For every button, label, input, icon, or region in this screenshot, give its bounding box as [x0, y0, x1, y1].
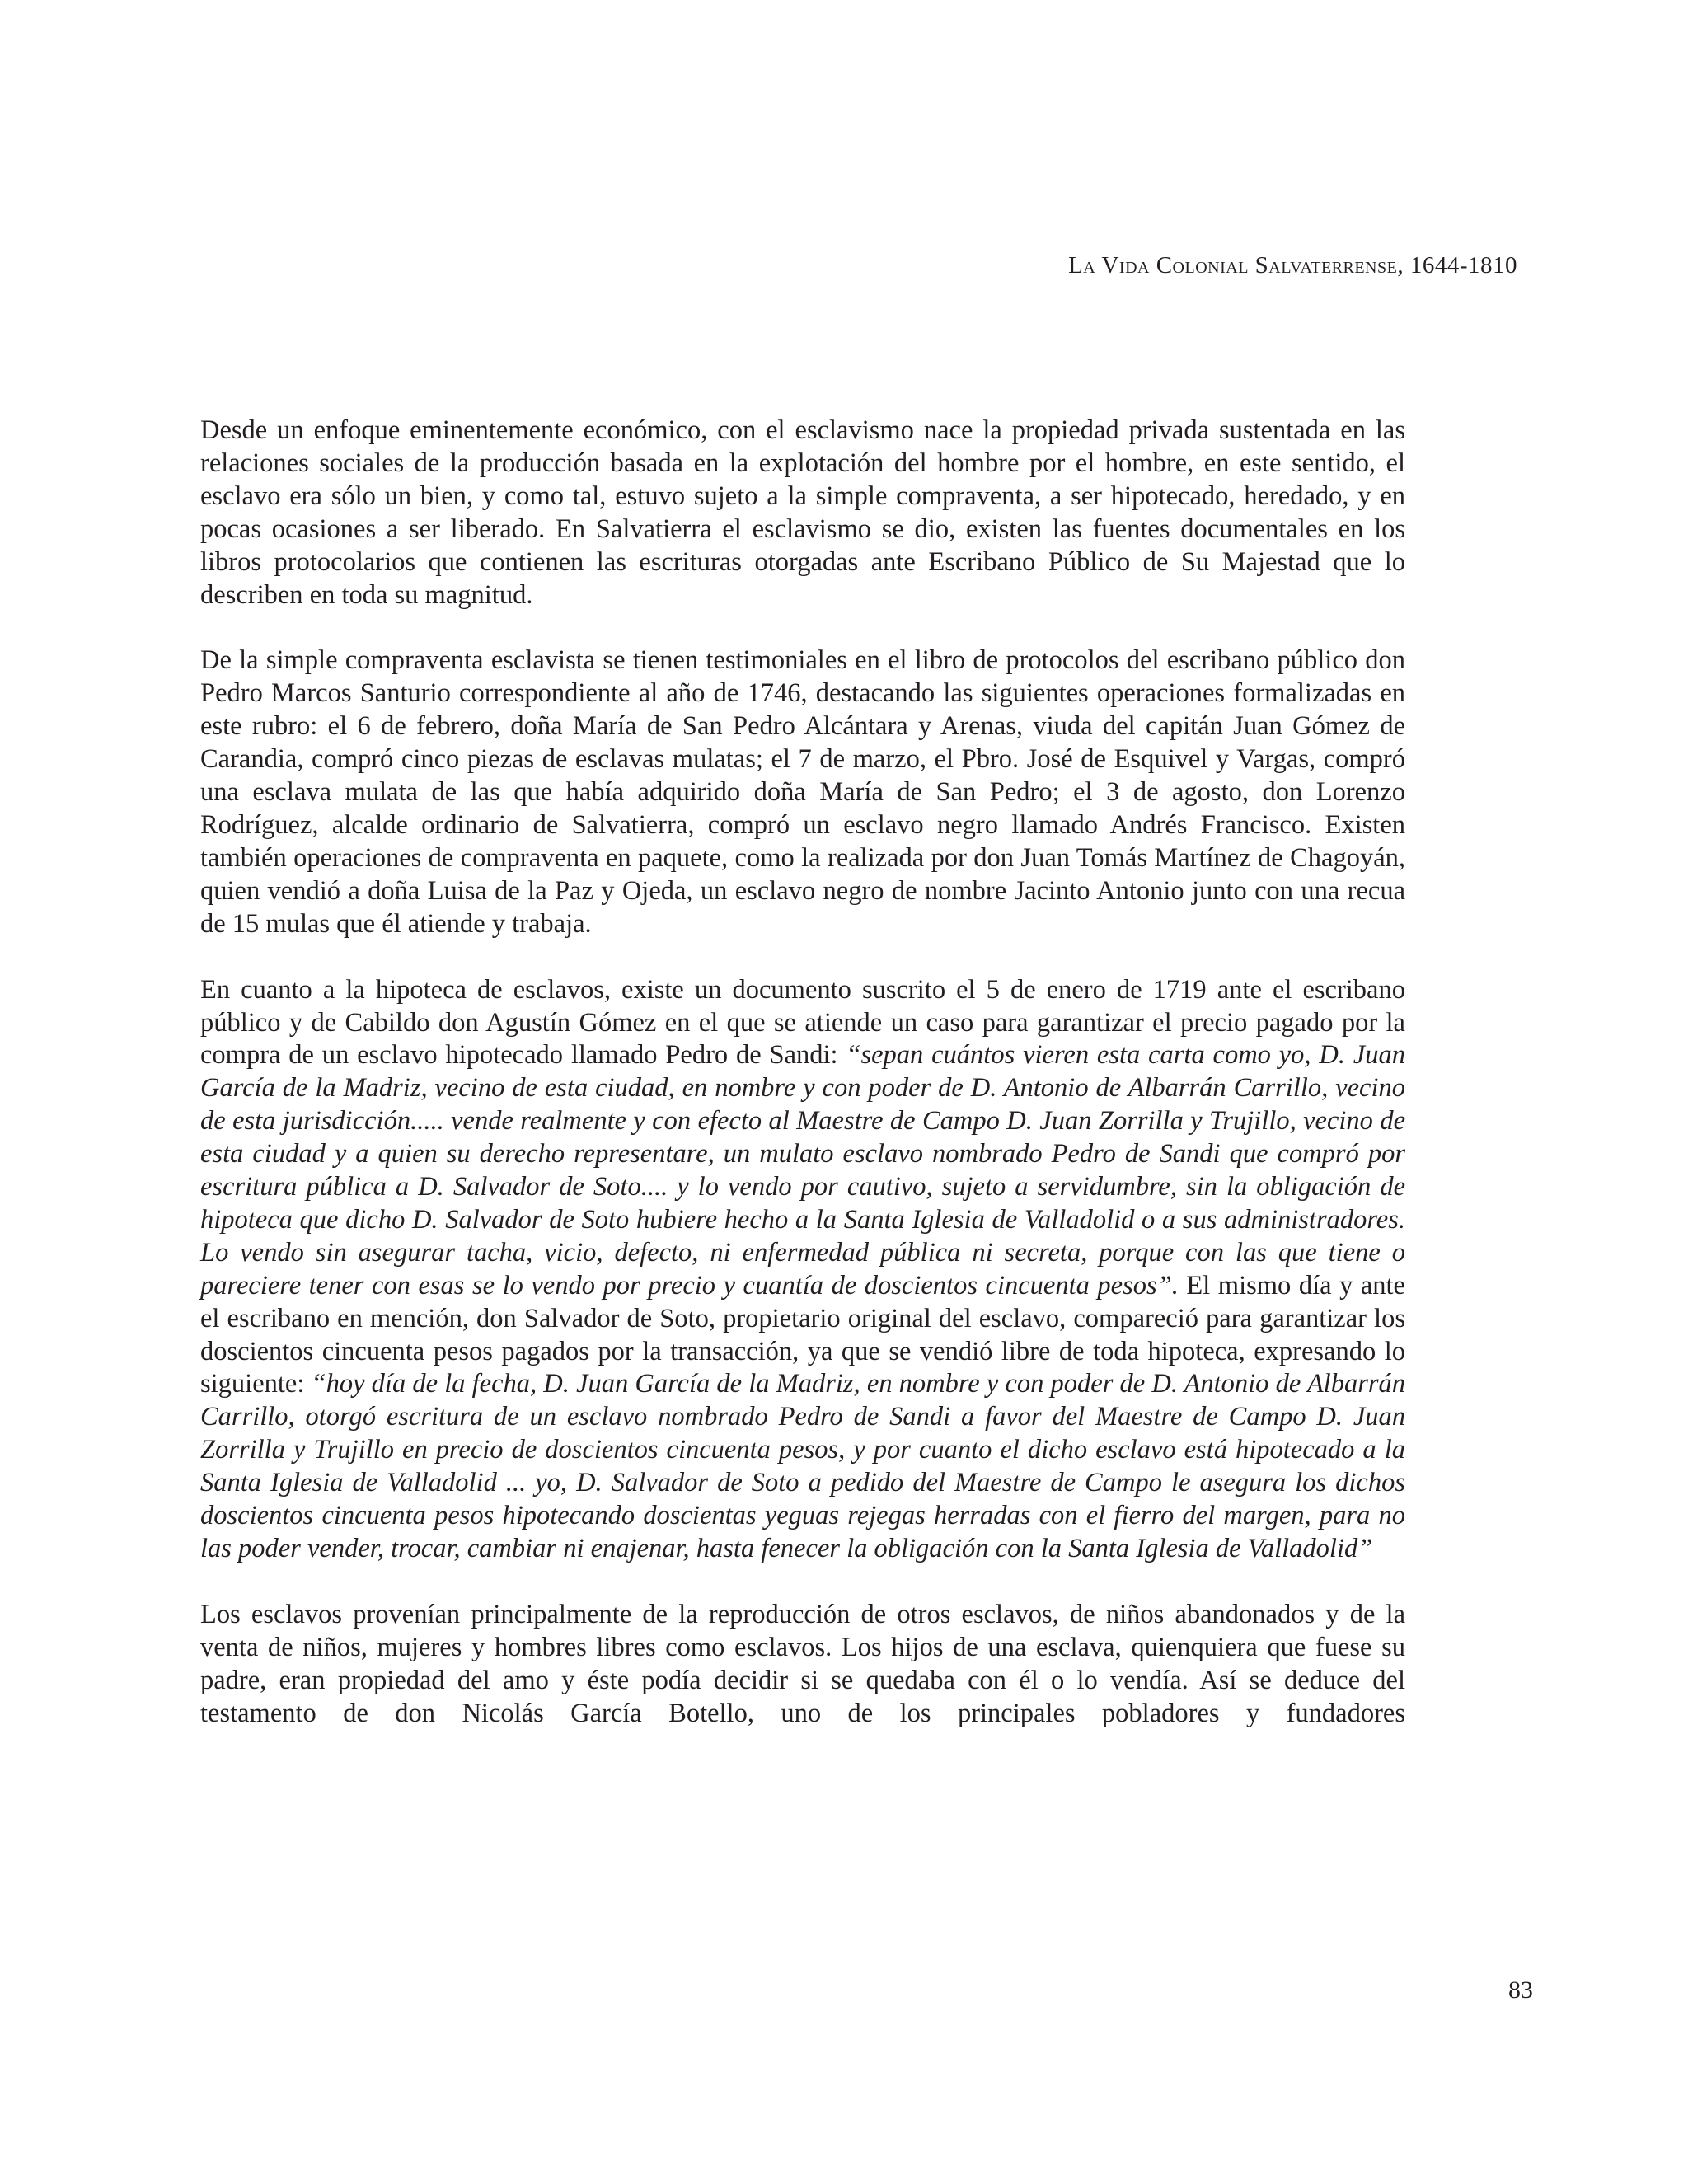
page-number: 83	[1508, 1976, 1533, 2004]
paragraph-2: De la simple compraventa esclavista se tienen testimoniales en el libro de protocolos del escribano público don Pedro Marcos Santurio correspondiente al año de 1746, destacando las siguientes operaciones formalizadas en este rubro: el 6 de febrero, doña María de San Pedro Alcántara y Arenas, viuda del capitán Juan Gómez de Carandia, compró cinco piezas de esclavas mulatas; el 7 de marzo, el Pbro. José de Esquivel y Vargas, compró una esclava mulata de las que había adquirido doña María de San Pedro; el 3 de agosto, don Lorenzo Rodríguez, alcalde ordinario de Salvatierra, compró un esclavo negro llamado Andrés Francisco. Existen también operaciones de compraventa en paquete, como la realizada por don Juan Tomás Martínez de Chagoyán, quien vendió a doña Luisa de la Paz y Ojeda, un esclavo negro de nombre Jacinto Antonio junto con una recua de 15 mulas que él atiende y trabaja.	[200, 645, 1405, 939]
quotation-guarantee: “hoy día de la fecha, D. Juan García de la Madriz, en nombre y con poder de D. Antonio de Albarrán Carrillo, otorgó escritura de un esclavo nombrado Pedro de Sandi a favor del Maestre de Campo D. Juan Zorrilla y Trujillo en precio de doscientos cincuenta pesos, y por cuanto el dicho esclavo está hipotecado a la Santa Iglesia de Valladolid ... yo, D. Salvador de Soto a pedido del Maestre de Campo le asegura los dichos doscientos cincuenta pesos hipotecando doscientas yeguas rejegas herradas con el fierro del margen, para no las poder vender, trocar, cambiar ni enajenar, hasta fenecer la obligación con la Santa Iglesia de Valladolid”	[200, 1369, 1405, 1563]
body-text	[200, 415, 1405, 1764]
paragraph-1: Desde un enfoque eminentemente económico, con el esclavismo nace la propiedad privada sustentada en las relaciones sociales de la producción basada en la explotación del hombre por el hombre, en este sentido, el esclavo era sólo un bien, y como tal, estuvo sujeto a la simple compraventa, a ser hipotecado, heredado, y en pocas ocasiones a ser liberado. En Salvatierra el esclavismo se dio, existen las fuentes documentales en los libros protocolarios que contienen las escrituras otorgadas ante Escribano Público de Su Majestad que lo describen en toda su magnitud.	[200, 415, 1405, 610]
paragraph-4: Los esclavos provenían principalmente de la reproducción de otros esclavos, de niños abandonados y de la venta de niños, mujeres y hombres libres como esclavos. Los hijos de una esclava, quienquiera que fuese su padre, eran propiedad del amo y éste podía decidir si se quedaba con él o lo vendía. Así se deduce del testamento de don Nicolás García Botello, uno de los principales pobladores y fundadores	[200, 1599, 1405, 1728]
paragraph-3	[200, 974, 1405, 1566]
quotation-deed-of-sale: “sepan cuántos vieren esta carta como yo, D. Juan García de la Madriz, vecino de esta ciudad, en nombre y con poder de D. Antonio de Albarrán Carrillo, vecino de esta jurisdicción..... vende realmente y con efecto al Maestre de Campo D. Juan Zorrilla y Trujillo, vecino de esta ciudad y a quien su derecho representare, un mulato esclavo nombrado Pedro de Sandi que compró por escritura pública a D. Salvador de Soto.... y lo vendo por cautivo, sujeto a servidumbre, sin la obligación de hipoteca que dicho D. Salvador de Soto hubiere hecho a la Santa Iglesia de Valladolid o a sus administradores. Lo vendo sin asegurar tacha, vicio, defecto, ni enfermedad pública ni secreta, porque con las que tiene o pareciere tener con esas se lo vendo por precio y cuantía de doscientos cincuenta pesos”.	[200, 1040, 1405, 1301]
paragraph-3-intro: En cuanto a la hipoteca de esclavos, existe un documento suscrito el 5 de enero de 1719 ante el escribano público y de Cabildo don Agustín Gómez en el que se atiende un caso para garantizar el precio pagado por la compra de un esclavo hipotecado llamado Pedro de Sandi:	[200, 974, 1405, 1071]
paragraph-3-middle: El mismo día y ante el escribano en mención, don Salvador de Soto, propietario original del esclavo, compareció para garantizar los doscientos cincuenta pesos pagados por la transacción, ya que se vendió libre de toda hipoteca, expresando lo siguiente:	[200, 1270, 1405, 1399]
running-header: La Vida Colonial Salvaterrense, 1644-1810	[1068, 252, 1517, 279]
